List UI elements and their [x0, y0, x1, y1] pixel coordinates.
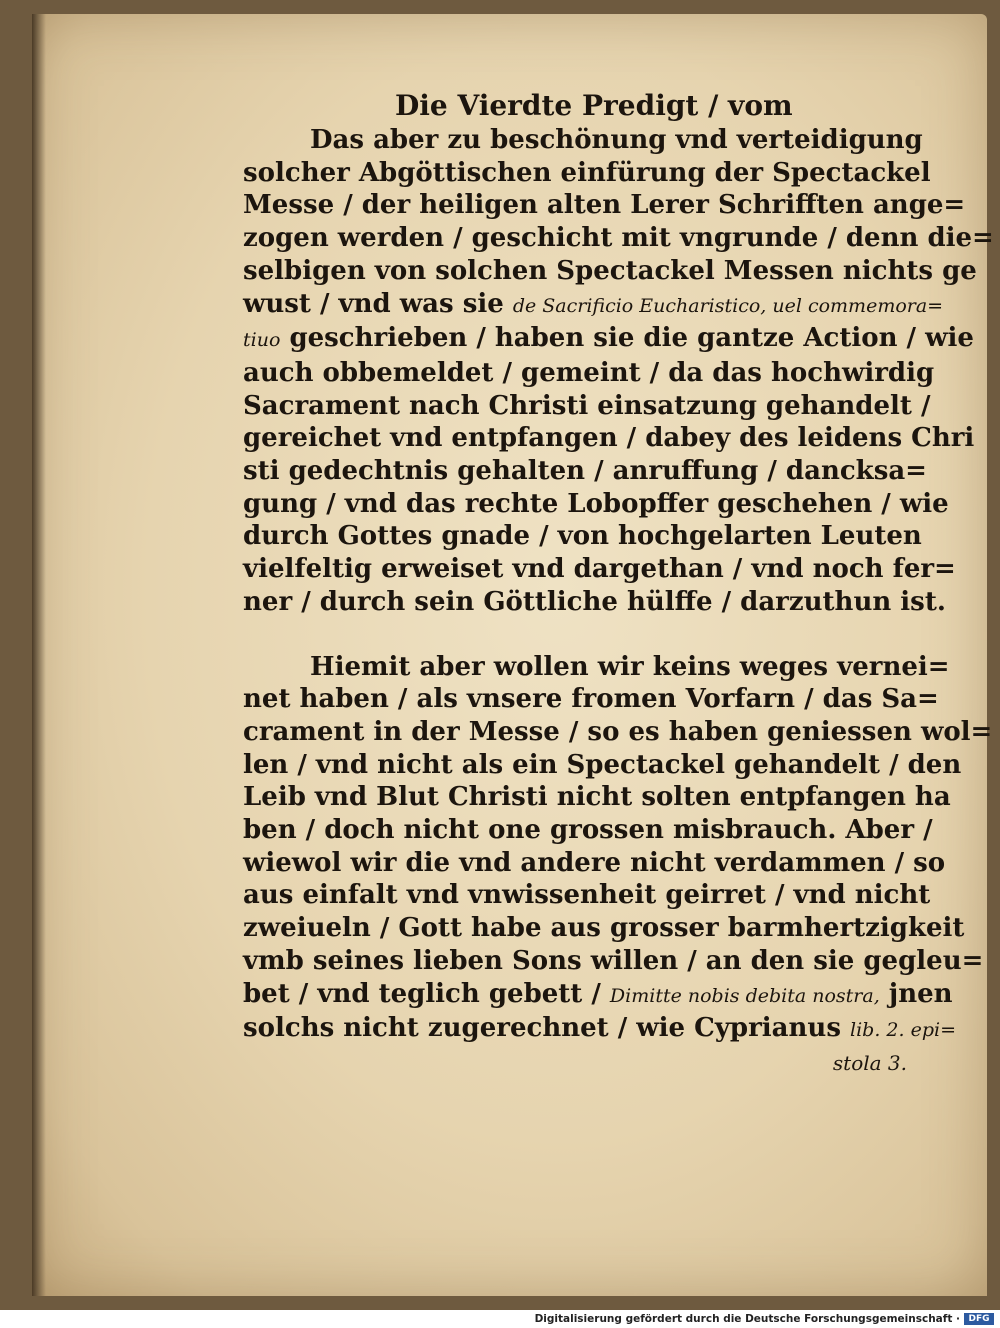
line-text: solchs nicht zugerechnet / wie Cyprianus — [243, 1013, 851, 1044]
text-line — [243, 288, 944, 323]
text-line — [243, 814, 933, 847]
latin-phrase: tiuo — [243, 329, 281, 352]
running-head: Die Vierdte Predigt / vom — [395, 89, 793, 122]
text-line — [243, 222, 994, 255]
text-line — [243, 322, 974, 357]
text-line — [243, 357, 935, 390]
text-line — [243, 912, 965, 945]
line-text: solcher Abgöttischen einfürung der Spectackel — [243, 157, 931, 188]
line-text: jnen — [879, 978, 953, 1009]
text-line — [243, 586, 946, 619]
text-line — [243, 945, 984, 978]
text-line — [243, 683, 939, 716]
latin-phrase: Dimitte nobis debita nostra, — [609, 984, 880, 1007]
dfg-logo: DFG — [964, 1313, 994, 1325]
text-line — [243, 422, 975, 455]
funding-credit: Digitalisierung gefördert durch die Deutsche Forschungsgemeinschaft · — [534, 1313, 960, 1325]
text-line — [243, 157, 931, 190]
line-text: vmb seines lieben Sons willen / an den sie gegleu= — [243, 945, 984, 976]
footer — [0, 1310, 1000, 1328]
text-line — [243, 1012, 956, 1047]
line-text: geschrieben / haben sie die gantze Action / wie — [280, 323, 974, 354]
paragraph — [243, 124, 994, 619]
text-line — [243, 716, 993, 749]
text-line — [243, 520, 922, 553]
text-line — [243, 651, 950, 684]
line-text: Hiemit aber wollen wir keins weges vernei= — [310, 651, 950, 682]
line-text: gung / vnd das rechte Lobopffer geschehen / wie — [243, 488, 949, 519]
line-text: ben / doch nicht one grossen misbrauch. Aber / — [243, 815, 933, 846]
line-text: bet / vnd teglich gebett / — [243, 978, 610, 1009]
latin-phrase: de Sacrificio Eucharistico, uel commemora= — [512, 294, 944, 317]
line-text: wust / vnd was sie — [243, 288, 513, 319]
line-text: zogen werden / geschicht mit vngrunde / denn die= — [243, 223, 994, 254]
line-text: net haben / als vnsere fromen Vorfarn / das Sa= — [243, 684, 939, 715]
text-line — [243, 390, 931, 423]
line-text: durch Gottes gnade / von hochgelarten Leuten — [243, 521, 922, 552]
text-line — [243, 781, 951, 814]
line-text: sti gedechtnis gehalten / anruffung / dancksa= — [243, 456, 927, 487]
line-text: Leib vnd Blut Christi nicht solten entpfangen ha — [243, 782, 951, 813]
latin-phrase: lib. 2. epi= — [850, 1019, 956, 1042]
line-text: Sacrament nach Christi einsatzung gehandelt / — [243, 390, 931, 421]
text-line — [243, 189, 966, 222]
line-text: len / vnd nicht als ein Spectackel gehandelt / den — [243, 749, 962, 780]
paragraph — [243, 651, 993, 1047]
text-line — [243, 847, 946, 880]
text-line — [243, 978, 953, 1013]
page-gutter — [32, 14, 46, 1296]
text-line — [243, 553, 956, 586]
line-text: selbigen von solchen Spectackel Messen nichts ge — [243, 255, 977, 286]
line-text: ner / durch sein Göttliche hülffe / darzuthun ist. — [243, 586, 946, 617]
text-line — [243, 255, 977, 288]
line-text: crament in der Messe / so es haben geniessen wol= — [243, 716, 993, 747]
text-block — [243, 88, 994, 1080]
body-text — [243, 124, 994, 1047]
text-line — [243, 455, 927, 488]
line-text: Das aber zu beschönung vnd verteidigung — [310, 125, 923, 155]
line-text: Messe / der heiligen alten Lerer Schrifften ange= — [243, 190, 966, 221]
text-line — [243, 749, 962, 782]
margin-note: stola 3. — [832, 1050, 907, 1075]
text-line — [243, 488, 949, 521]
line-text: vielfeltig erweiset vnd dargethan / vnd noch fer= — [243, 554, 956, 585]
text-line — [243, 879, 931, 912]
line-text: wiewol wir die vnd andere nicht verdammen / so — [243, 847, 946, 878]
line-text: gereichet vnd entpfangen / dabey des leidens Chri — [243, 423, 975, 454]
line-text: zweiueln / Gott habe aus grosser barmhertzigkeit — [243, 913, 965, 944]
line-text: auch obbemeldet / gemeint / da das hochwirdig — [243, 357, 935, 388]
text-line — [243, 124, 923, 157]
line-text: aus einfalt vnd vnwissenheit geirret / vnd nicht — [243, 880, 931, 911]
